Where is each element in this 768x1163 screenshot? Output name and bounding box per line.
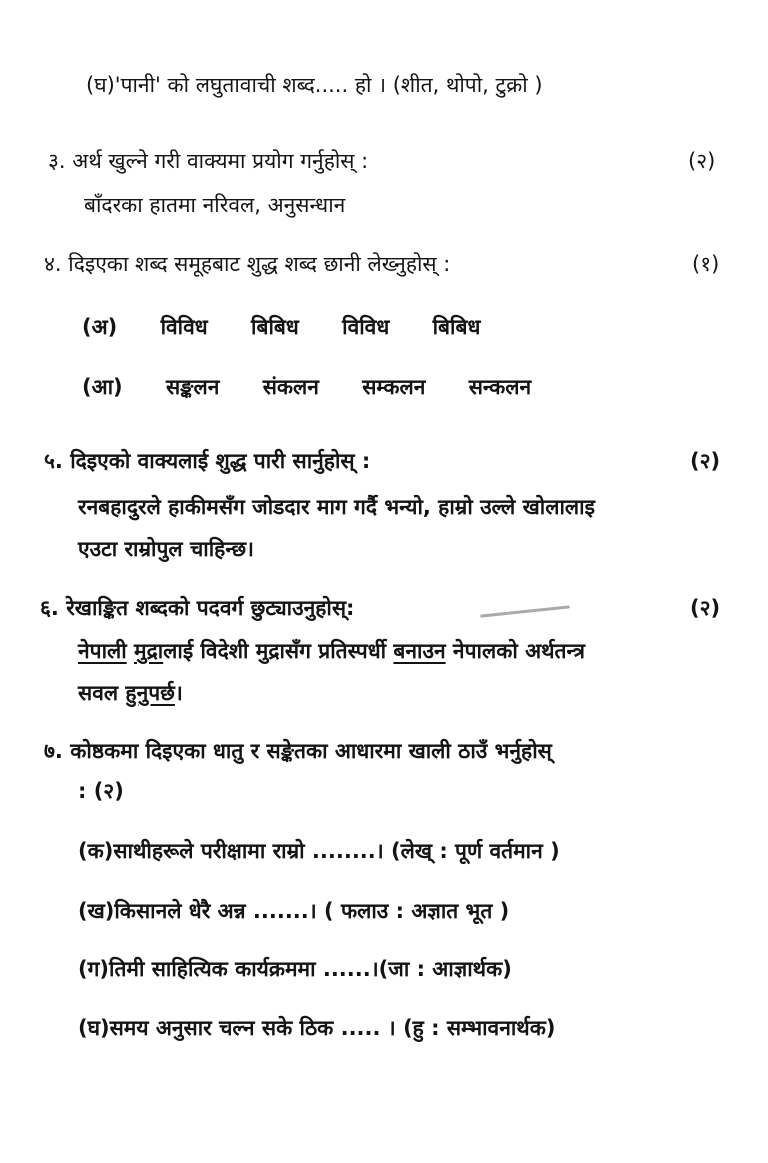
q7-marks: : (२) [78, 779, 124, 803]
underlined-word: हुनुपर्छ [125, 681, 175, 705]
q4-prompt: दिइएका शब्द समूहबाट शुद्ध शब्द छानी लेख्नुहोस् : [68, 252, 451, 276]
q4-a-option: बिबिध [251, 315, 299, 339]
underlined-word: बनाउन [393, 639, 446, 663]
sentence-text: नेपालको अर्थतन्त्र [445, 639, 585, 663]
smudge-mark [480, 605, 570, 617]
q4-a-option: बिबिध [432, 315, 481, 339]
q6-sentence-line1 [78, 636, 585, 666]
q5-heading [44, 446, 370, 476]
q3-heading [48, 146, 368, 176]
q7-prompt: कोष्ठकमा दिइएका धातु र सङ्केतका आधारमा खाली ठाउँ भर्नुहोस् [70, 739, 552, 763]
q4-a-option: विविध [160, 315, 208, 339]
q5-number: ५. [44, 449, 63, 473]
underlined-word: मुद्रा [134, 639, 164, 663]
q6-marks: (२) [690, 596, 721, 620]
q4-aa-option: सङ्कलन [165, 375, 220, 399]
q5-marks: (२) [690, 449, 721, 473]
q6-prompt: रेखाङ्कित शब्दको पदवर्ग छुट्याउनुहोस्: [66, 596, 355, 620]
q6-sentence-line2 [78, 678, 183, 708]
q4-aa-option: सम्कलन [362, 375, 426, 399]
q7-number: ७. [44, 739, 63, 763]
q5-sentence-line2: एउटा राम्रोपुल चाहिन्छ। [78, 537, 255, 561]
q7-heading [44, 736, 552, 766]
q2-gha-item [86, 70, 543, 100]
sentence-text: सवल [78, 681, 126, 705]
q5-prompt: दिइएको वाक्यलाई शुद्ध पारी सार्नुहोस् : [70, 449, 371, 473]
q4-a-option: विविध [342, 315, 390, 339]
q4-aa-option: सन्कलन [468, 375, 532, 399]
q4-heading [44, 249, 450, 279]
q4-option-row-a [82, 312, 516, 342]
q3-number: ३. [48, 149, 66, 173]
q7-item-ka: (क)साथीहरूले परीक्षामा राम्रो ........। (लेख् : पूर्ण वर्तमान ) [78, 839, 560, 863]
q7-item-kha: (ख)किसानले धेरै अन्न .......। ( फलाउ : अज्ञात भूत ) [78, 899, 510, 923]
q7-item-gha: (घ)समय अनुसार चल्न सके ठिक ..... । (हु : सम्भावनार्थक) [78, 1016, 556, 1040]
sentence-text: । [174, 681, 183, 705]
q2-gha-text: (घ)'पानी' को लघुतावाची शब्द..... हो । (शीत, थोपो, टुक्रो ) [86, 73, 543, 97]
q3-marks: (२) [688, 149, 716, 173]
q4-aa-label: (आ) [82, 375, 123, 399]
q6-number: ६. [40, 596, 59, 620]
sentence-text [127, 639, 134, 663]
q3-prompt: अर्थ खुल्ने गरी वाक्यमा प्रयोग गर्नुहोस् : [72, 149, 369, 173]
underlined-word: नेपाली [78, 639, 127, 663]
q3-words: बाँदरका हातमा नरिवल, अनुसन्धान [84, 193, 346, 217]
q5-sentence-line1: रनबहादुरले हाकीमसँग जोडदार माग गर्दै भन्यो, हाम्रो उल्ले खोलालाइ [78, 495, 595, 519]
q4-marks: (१) [692, 252, 720, 276]
q4-number: ४. [44, 252, 62, 276]
q6-heading [40, 593, 354, 623]
q4-aa-option: संकलन [262, 375, 319, 399]
q7-item-ga: (ग)तिमी साहित्यिक कार्यक्रममा ......।(जा : आज्ञार्थक) [78, 957, 512, 981]
sentence-text: लाई विदेशी मुद्रासँग प्रतिस्पर्धी [163, 639, 394, 663]
q4-option-row-aa [82, 372, 567, 402]
q4-a-label: (अ) [82, 315, 118, 339]
